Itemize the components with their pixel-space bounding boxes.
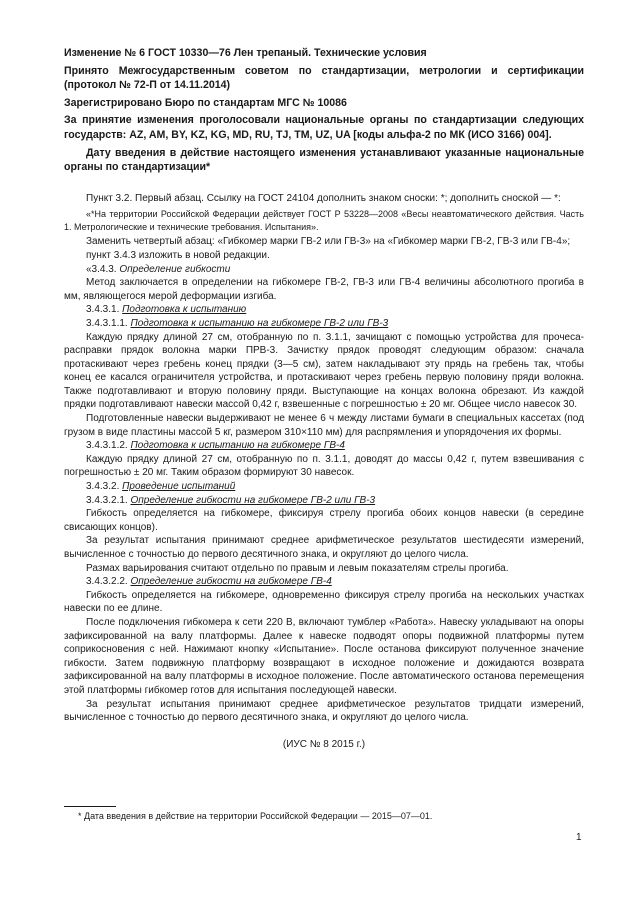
registration-note: Зарегистрировано Бюро по стандартам МГС № 10086 [64,96,347,109]
section-heading [64,494,584,508]
adoption-note: Принято Межгосударственным советом по стандартизации, метрологии и сертификации (протокол № 72-П от 14.11.2014) [64,64,584,92]
section-title: Определение гибкости на гибкомере ГВ-4 [130,576,332,588]
paragraph: Каждую прядку длиной 27 см, отобранную по п. 3.1.1, доводят до массы 0,42 г, путем взвешивания с погрешностью ± 20 мг. Таким образом формируют 30 навесок. [64,453,584,479]
section-title: Проведение испытаний [122,481,236,493]
section-number: «3.4.3. [86,263,120,275]
paragraph: Гибкость определяется на гибкомере, фиксируя стрелу прогиба обоих концов навески (в середине свисающих концов). [64,508,584,533]
section-heading [64,575,584,589]
amendment-body [64,192,584,725]
voting-note: За принятие изменения проголосовали национальные органы по стандартизации следующих государств: AZ, AM, BY, KZ, KG, MD, RU, TJ, TM, UZ, UA [коды альфа-2 по МК (ИСО 3166) 004]. [64,114,584,141]
section-number: 3.4.3.2.2. [86,576,131,588]
page-number: 1 [576,832,582,843]
footnote-divider [64,806,116,807]
paragraph: За результат испытания принимают среднее арифметическое результатов шестидесяти измерений, вычисленное с точностью до первого десятичного знака, и округляют до целого числа. [64,535,584,560]
section-title: Определение гибкости [119,263,231,275]
section-heading [64,480,584,494]
paragraph: После подключения гибкомера к сети 220 В, включают тумблер «Работа». Навеску укладывают на опоры зафиксированной на валу платформы. Далее к навеске подводят опоры подвижной платформы путем соприкосновения с ней. Нажимают кнопку «Испытание». После останова фиксируют полученное значение гибкости. Затем подвижную платформу возвращают в исходное положение и дожидаются возврата зафиксированной на валу платформы в исходное положение. После автоматического останова перемещения этой платформы гибкомер готов для испытания последующей навески. [64,616,584,696]
section-heading [64,303,584,317]
section-title: Подготовка к испытанию на гибкомере ГВ-4 [130,440,345,452]
paragraph: Размах варьирования считают отдельно по правым и левым показателям стрелы прогиба. [86,562,509,574]
section-title: Подготовка к испытанию на гибкомере ГВ-2 или ГВ-3 [130,317,389,329]
section-heading [64,317,584,331]
footnote: * Дата введения в действие на территории Российской Федерации — 2015—07—01. [78,811,433,821]
section-heading [64,263,584,277]
section-number: 3.4.3.2. [86,481,123,493]
document-page [64,46,584,750]
amendment-title: Изменение № 6 ГОСТ 10330—76 Лен трепаный. Технические условия [64,47,427,59]
paragraph: Заменить четвертый абзац: «Гибкомер марки ГВ-2 или ГВ-3» на «Гибкомер марки ГВ-2, ГВ-3 или ГВ-4»; [86,236,571,248]
paragraph: Гибкость определяется на гибкомере, одновременно фиксируя стрелу прогиба на нескольких участках навески по ее длине. [64,589,584,615]
section-number: 3.4.3.2.1. [86,494,131,506]
effective-date-note: Дату введения в действие настоящего изменения устанавливают указанные национальные органы по стандартизации* [64,146,584,174]
paragraph: пункт 3.4.3 изложить в новой редакции. [86,249,270,261]
paragraph: Подготовленные навески выдерживают не менее 6 ч между листами бумаги в специальных кассетах (под грузом в виде пластины массой 5 кг, размером 310×110 мм) для распрямления и упорядочения их формы. [64,413,584,438]
ius-reference: (ИУС № 8 2015 г.) [282,738,366,750]
section-number: 3.4.3.1. [86,304,123,316]
footnote-quote: «*На территории Российской Федерации действует ГОСТ Р 53228—2008 «Весы неавтоматического действия. Часть 1. Метрологические и технические требования. Испытания». [64,209,584,232]
paragraph: Каждую прядку длиной 27 см, отобранную по п. 3.1.1, зачищают с помощью устройства для прочеса-расправки прядок волокна марки ПРВ-3. Зачистку прядок проводят следующим образом: сначала протаскивают через гребень конец прядки (3—5 см), затем накладывают эту прядь на гребень так, чтобы конец ее касался ограничителя устройства, и протаскивают через гребень первую половину пряди волокна. Также подготавливают и вторую половину пряди. Выступающие на концах волокна обрезают. Из каждой прядки подготавливают навески массой 0,42 г, взвешенные с погрешностью ± 20 мг. Общее число навесок 30. [64,331,584,411]
section-number: 3.4.3.1.1. [86,317,131,329]
section-heading [64,439,584,453]
section-number: 3.4.3.1.2. [86,440,131,452]
paragraph: Метод заключается в определении на гибкомере ГВ-2, ГВ-3 или ГВ-4 величины абсолютного прогиба в мм, являющегося мерой деформации изгиба. [64,277,584,302]
section-title: Подготовка к испытанию [122,304,247,316]
paragraph: За результат испытания принимают среднее арифметическое результатов тридцати измерений, вычисленное с точностью до первого десятичного знака, и округляют до целого числа. [64,698,584,724]
paragraph: Пункт 3.2. Первый абзац. Ссылку на ГОСТ 24104 дополнить знаком сноски: *; дополнить сноской — *: [86,192,561,204]
section-title: Определение гибкости на гибкомере ГВ-2 или ГВ-3 [130,494,376,506]
